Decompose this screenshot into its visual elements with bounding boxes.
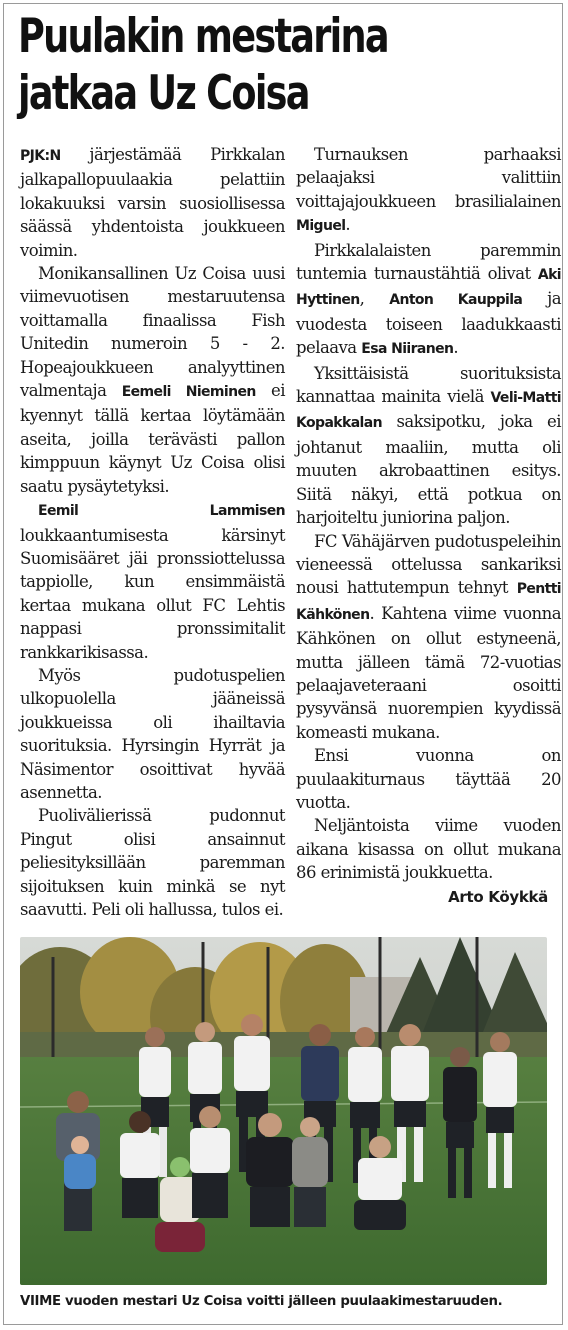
- paragraph-text: .: [453, 338, 459, 358]
- paragraph-text: Myös pudotuspelien ulkopuolella jääneissä joukkueissa oli ihailtavia suorituksia. Hyrsingin Hyrrät ja Näsimentor osoittivat hyvää asennetta.: [20, 665, 285, 802]
- paragraph-text: järjestämää Pirkkalan jalkapallopuulaakia pelattiin lokakuuksi varsin suosiollisessa säässä yhdentoista joukkueen voimin.: [20, 145, 285, 260]
- paragraph-text: Monikansallinen Uz Coisa uusi viimevuotisen mestaruutensa voittamalla finaalissa Fish Unitedin numeroin 5 - 2. Hopeajoukkueen analyyttinen valmentaja: [20, 264, 285, 401]
- paragraph: [296, 143, 561, 239]
- paragraph-text: Yksittäisistä suorituksista kannattaa mainita vielä: [296, 363, 561, 407]
- team-photo-illustration: [20, 937, 547, 1285]
- paragraph-text: ja vuodesta toiseen laadukkaasti pelaava: [296, 289, 562, 358]
- byline: Arto Köykkä: [448, 888, 548, 906]
- bold-name: Pentti Kähkönen: [296, 581, 561, 623]
- bold-name: Eemil Lammisen: [38, 503, 285, 520]
- headline-line-2: jatkaa Uz Coisa: [18, 66, 309, 121]
- team-photo: [20, 937, 547, 1285]
- paragraph: [296, 362, 561, 530]
- paragraph: [20, 664, 285, 804]
- bold-name: Miguel: [296, 218, 346, 235]
- right-column: [296, 143, 561, 885]
- left-column: [20, 143, 285, 921]
- paragraph-text: Puolivälierissä pudonnut Pingut olisi ansainnut peliesityksillään paremman sijoituksen kuin minkä se nyt saavutti. Peli oli hallussa, tulos ei.: [20, 806, 285, 919]
- bold-name: Aki Hyttinen: [296, 267, 561, 309]
- bold-name: Anton Kauppila: [389, 292, 523, 309]
- paragraph: [20, 143, 285, 262]
- paragraph: [20, 498, 285, 664]
- paragraph-text: loukkaantumisesta kärsinyt Suomisääret jäi pronssiottelussa tappiolle, kun ensimmäistä kertaa mukana ollut FC Lehtis nappasi pronssimitalit rankkarikisassa.: [20, 525, 285, 662]
- paragraph: [20, 804, 285, 921]
- paragraph-text: . Kahtena viime vuonna Kähkönen on ollut estyneenä, mutta jälleen tämä 72-vuotias pelaajaveteraani osoitti pysyvänsä nuorempien kyydissä komeasti mukana.: [296, 603, 561, 742]
- bold-name: Veli-Matti Kopakkalan: [296, 390, 561, 432]
- paragraph-text: Pirkkalalaisten paremmin tuntemia turnaustähtiä olivat: [296, 240, 561, 284]
- bold-name: Esa Niiranen: [361, 341, 454, 358]
- paragraph: [296, 530, 561, 745]
- headline-line-1: Puulakin mestarina: [18, 9, 388, 64]
- paragraph-text: FC Vähäjärven pudotuspeleihin vieneessä ottelussa sankariksi nousi hattutempun tehnyt: [296, 531, 561, 598]
- paragraph-text: Turnauksen parhaaksi pelaajaksi valittiin voittajajoukkueen brasilialainen: [296, 145, 561, 211]
- paragraph: [296, 744, 561, 814]
- photo-caption: VIIME vuoden mestari Uz Coisa voitti jälleen puulaakimestaruuden.: [20, 1294, 503, 1309]
- tree-line: [20, 937, 547, 1067]
- paragraph: [296, 239, 561, 362]
- paragraph: [296, 814, 561, 884]
- paragraph: [20, 262, 285, 498]
- paragraph-text: saksipotku, joka ei johtanut maaliin, mutta oli muuten akrobaattinen esitys. Siitä näkyi, että potkua on harjoiteltu juniorina paljon.: [296, 412, 561, 528]
- bold-name: Eemeli Nieminen: [121, 384, 256, 401]
- headline: [18, 8, 439, 122]
- paragraph-text: Neljäntoista viime vuoden aikana kisassa on ollut mukana 86 erinimistä joukkuetta.: [296, 816, 561, 883]
- paragraph-text: ,: [359, 289, 390, 309]
- bold-name: PJK:N: [20, 148, 61, 164]
- paragraph-text: Ensi vuonna on puulaakiturnaus täyttää 20 vuotta.: [296, 746, 561, 812]
- paragraph-text: ei kyennyt tällä kertaa löytämään aseita, joilla terävästi pallon kimppuun käynyt Uz Coisa olisi saatu pysäytetyksi.: [20, 381, 285, 496]
- paragraph-text: .: [345, 215, 351, 235]
